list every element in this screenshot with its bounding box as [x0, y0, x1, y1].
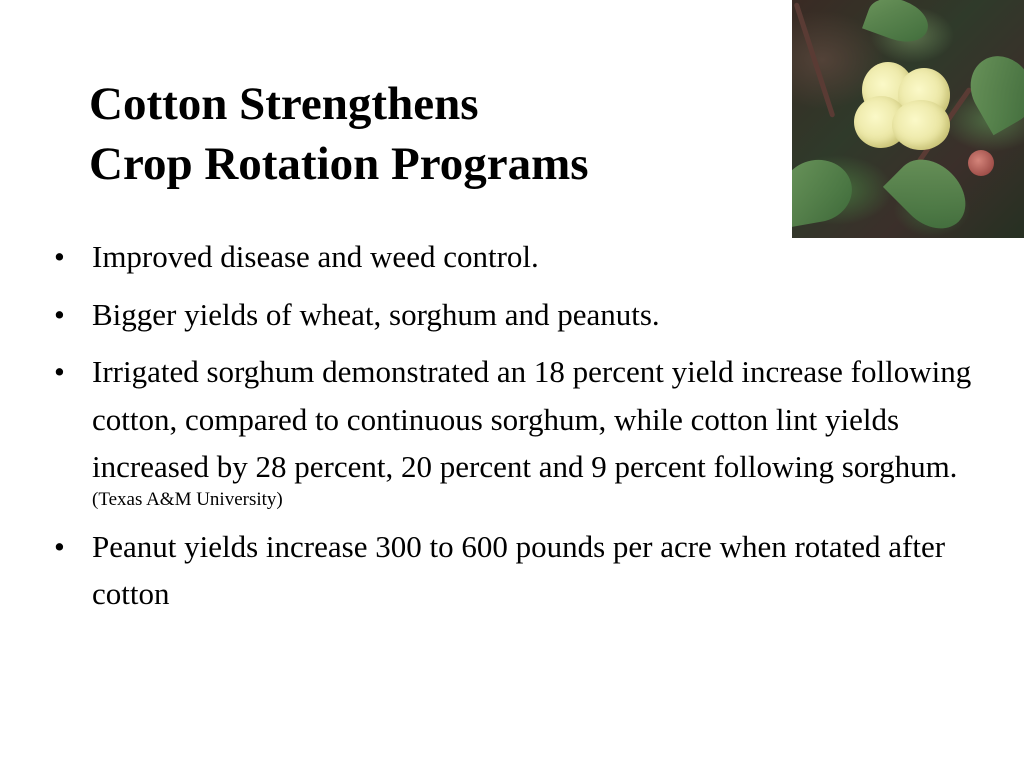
bullet-item [54, 348, 984, 513]
bullet-item [54, 291, 984, 339]
slide-title-line-1: Cotton Strengthens [89, 78, 479, 130]
cotton-flower-photo [792, 0, 1024, 238]
bullet-item [54, 523, 984, 618]
bullet-text: Bigger yields of wheat, sorghum and peanuts. [92, 296, 660, 332]
bullet-list [54, 233, 984, 628]
bullet-marker: • [54, 354, 65, 389]
photo-leaf [883, 146, 979, 238]
bullet-text: Improved disease and weed control. [92, 239, 539, 274]
photo-leaf [792, 154, 857, 227]
bullet-citation: (Texas A&M University) [92, 488, 283, 510]
bullet-text: Irrigated sorghum demonstrated an 18 percent yield increase following cotton, compared to continuous sorghum, while cotton lint yields increased by 28 percent, 20 percent and 9 percent following sorghum. [92, 354, 972, 484]
cotton-bud [968, 150, 994, 176]
photo-stem [794, 2, 836, 118]
bullet-marker: • [54, 296, 65, 332]
slide-title [89, 74, 589, 194]
bullet-text: Peanut yields increase 300 to 600 pounds per acre when rotated after cotton [92, 528, 946, 611]
flower-petal [892, 100, 950, 150]
bullet-item [54, 233, 984, 281]
slide-title-line-2: Crop Rotation Programs [89, 138, 589, 190]
bullet-marker: • [54, 239, 65, 274]
bullet-marker: • [54, 528, 65, 564]
photo-leaf [862, 0, 934, 49]
cotton-flower [854, 62, 954, 154]
